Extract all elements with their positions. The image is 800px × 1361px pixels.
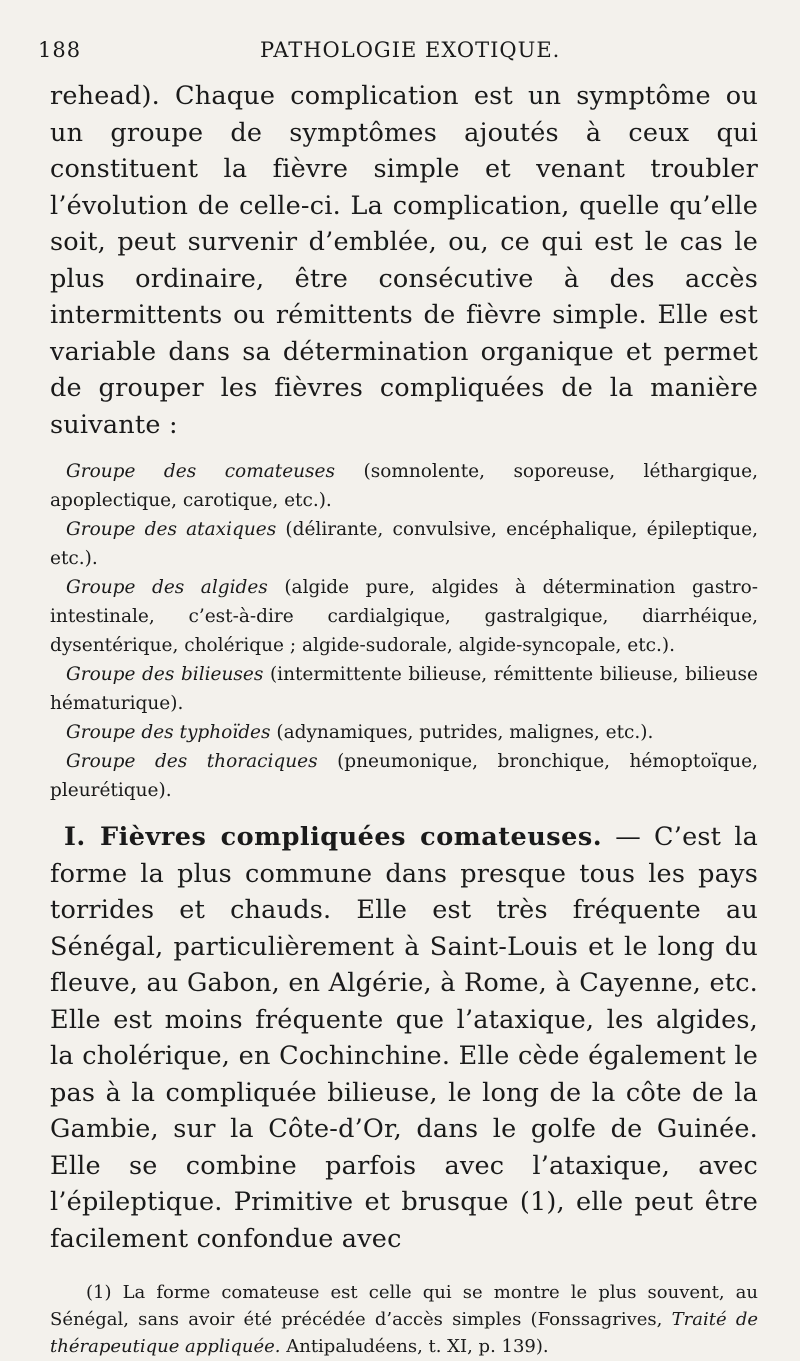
group-item-thoraciques bbox=[50, 747, 758, 805]
section-text: — C’est la forme la plus commune dans presque tous les pays torrides et chauds. Elle est très fréquente au Sénégal, particulièrement à Saint-Louis et le long du fleuve, au Gabon, en Algérie, à Rome, à Cayenne, etc. Elle est moins fréquente que l’ataxique, les algides, la cholérique, en Cochinchine. Elle cède également le pas à la compliquée bilieuse, le long de la côte de la Gambie, sur la Côte-d’Or, dans le golfe de Guinée. Elle se combine parfois avec l’ataxique, avec l’épileptique. Primitive et brusque (1), elle peut être facilement confondue avec bbox=[50, 822, 758, 1254]
footnote-text: (1) La forme comateuse est celle qui se montre le plus souvent, au Sénégal, sans avoir été précédée d’accès simples (Fonssagrives, bbox=[50, 1282, 758, 1330]
footnote-citation-title: Traité de thérapeutique appliquée. bbox=[50, 1309, 758, 1357]
intro-paragraph: rehead). Chaque complication est un symptôme ou un groupe de symptômes ajoutés à ceux qui constituent la fièvre simple et venant troubler l’évolution de celle-ci. La complication, quelle qu’elle soit, peut survenir d’emblée, ou, ce qui est le cas le plus ordinaire, être consécutive à des accès intermittents ou rémittents de fièvre simple. Elle est variable dans sa détermination organique et permet de grouper les fièvres compliquées de la manière suivante : bbox=[50, 81, 758, 440]
footnote bbox=[50, 1279, 758, 1360]
group-item-ataxiques bbox=[50, 515, 758, 573]
group-name: Groupe des bilieuses bbox=[66, 664, 264, 685]
group-detail: (intermittente bilieuse, rémittente bilieuse, bilieuse hématurique). bbox=[50, 664, 759, 714]
group-detail: (délirante, convulsive, encéphalique, épileptique, etc.). bbox=[50, 519, 758, 569]
group-name: Groupe des ataxiques bbox=[66, 519, 277, 540]
section-comateuses bbox=[50, 819, 758, 1257]
group-detail: (pneumonique, bronchique, hémoptoïque, pleurétique). bbox=[50, 751, 758, 801]
group-name: Groupe des typhoïdes bbox=[66, 722, 271, 743]
group-item-comateuses bbox=[50, 457, 758, 515]
group-item-algides bbox=[50, 573, 758, 660]
group-name: Groupe des thoraciques bbox=[66, 751, 318, 772]
group-item-typhoides bbox=[50, 718, 758, 747]
group-detail: (algide pure, algides à détermination gastro-intestinale, c’est-à-dire cardialgique, gastralgique, diarrhéique, dysentérique, cholérique ; algide-sudorale, algide-syncopale, etc.). bbox=[50, 577, 758, 656]
page-header bbox=[38, 38, 758, 78]
footnote-citation-rest: Antipaludéens, t. XI, p. 139). bbox=[280, 1336, 549, 1357]
fever-group-list bbox=[50, 457, 758, 805]
section-title: I. Fièvres compliquées comateuses. bbox=[64, 822, 603, 852]
group-name: Groupe des algides bbox=[66, 577, 268, 598]
group-name: Groupe des comateuses bbox=[66, 461, 335, 482]
page-number: 188 bbox=[38, 38, 82, 62]
group-item-bilieuses bbox=[50, 660, 758, 718]
group-detail: (somnolente, soporeuse, léthargique, apoplectique, carotique, etc.). bbox=[50, 461, 758, 511]
running-title: PATHOLOGIE EXOTIQUE. bbox=[260, 38, 561, 62]
group-detail: (adynamiques, putrides, malignes, etc.). bbox=[276, 722, 654, 743]
